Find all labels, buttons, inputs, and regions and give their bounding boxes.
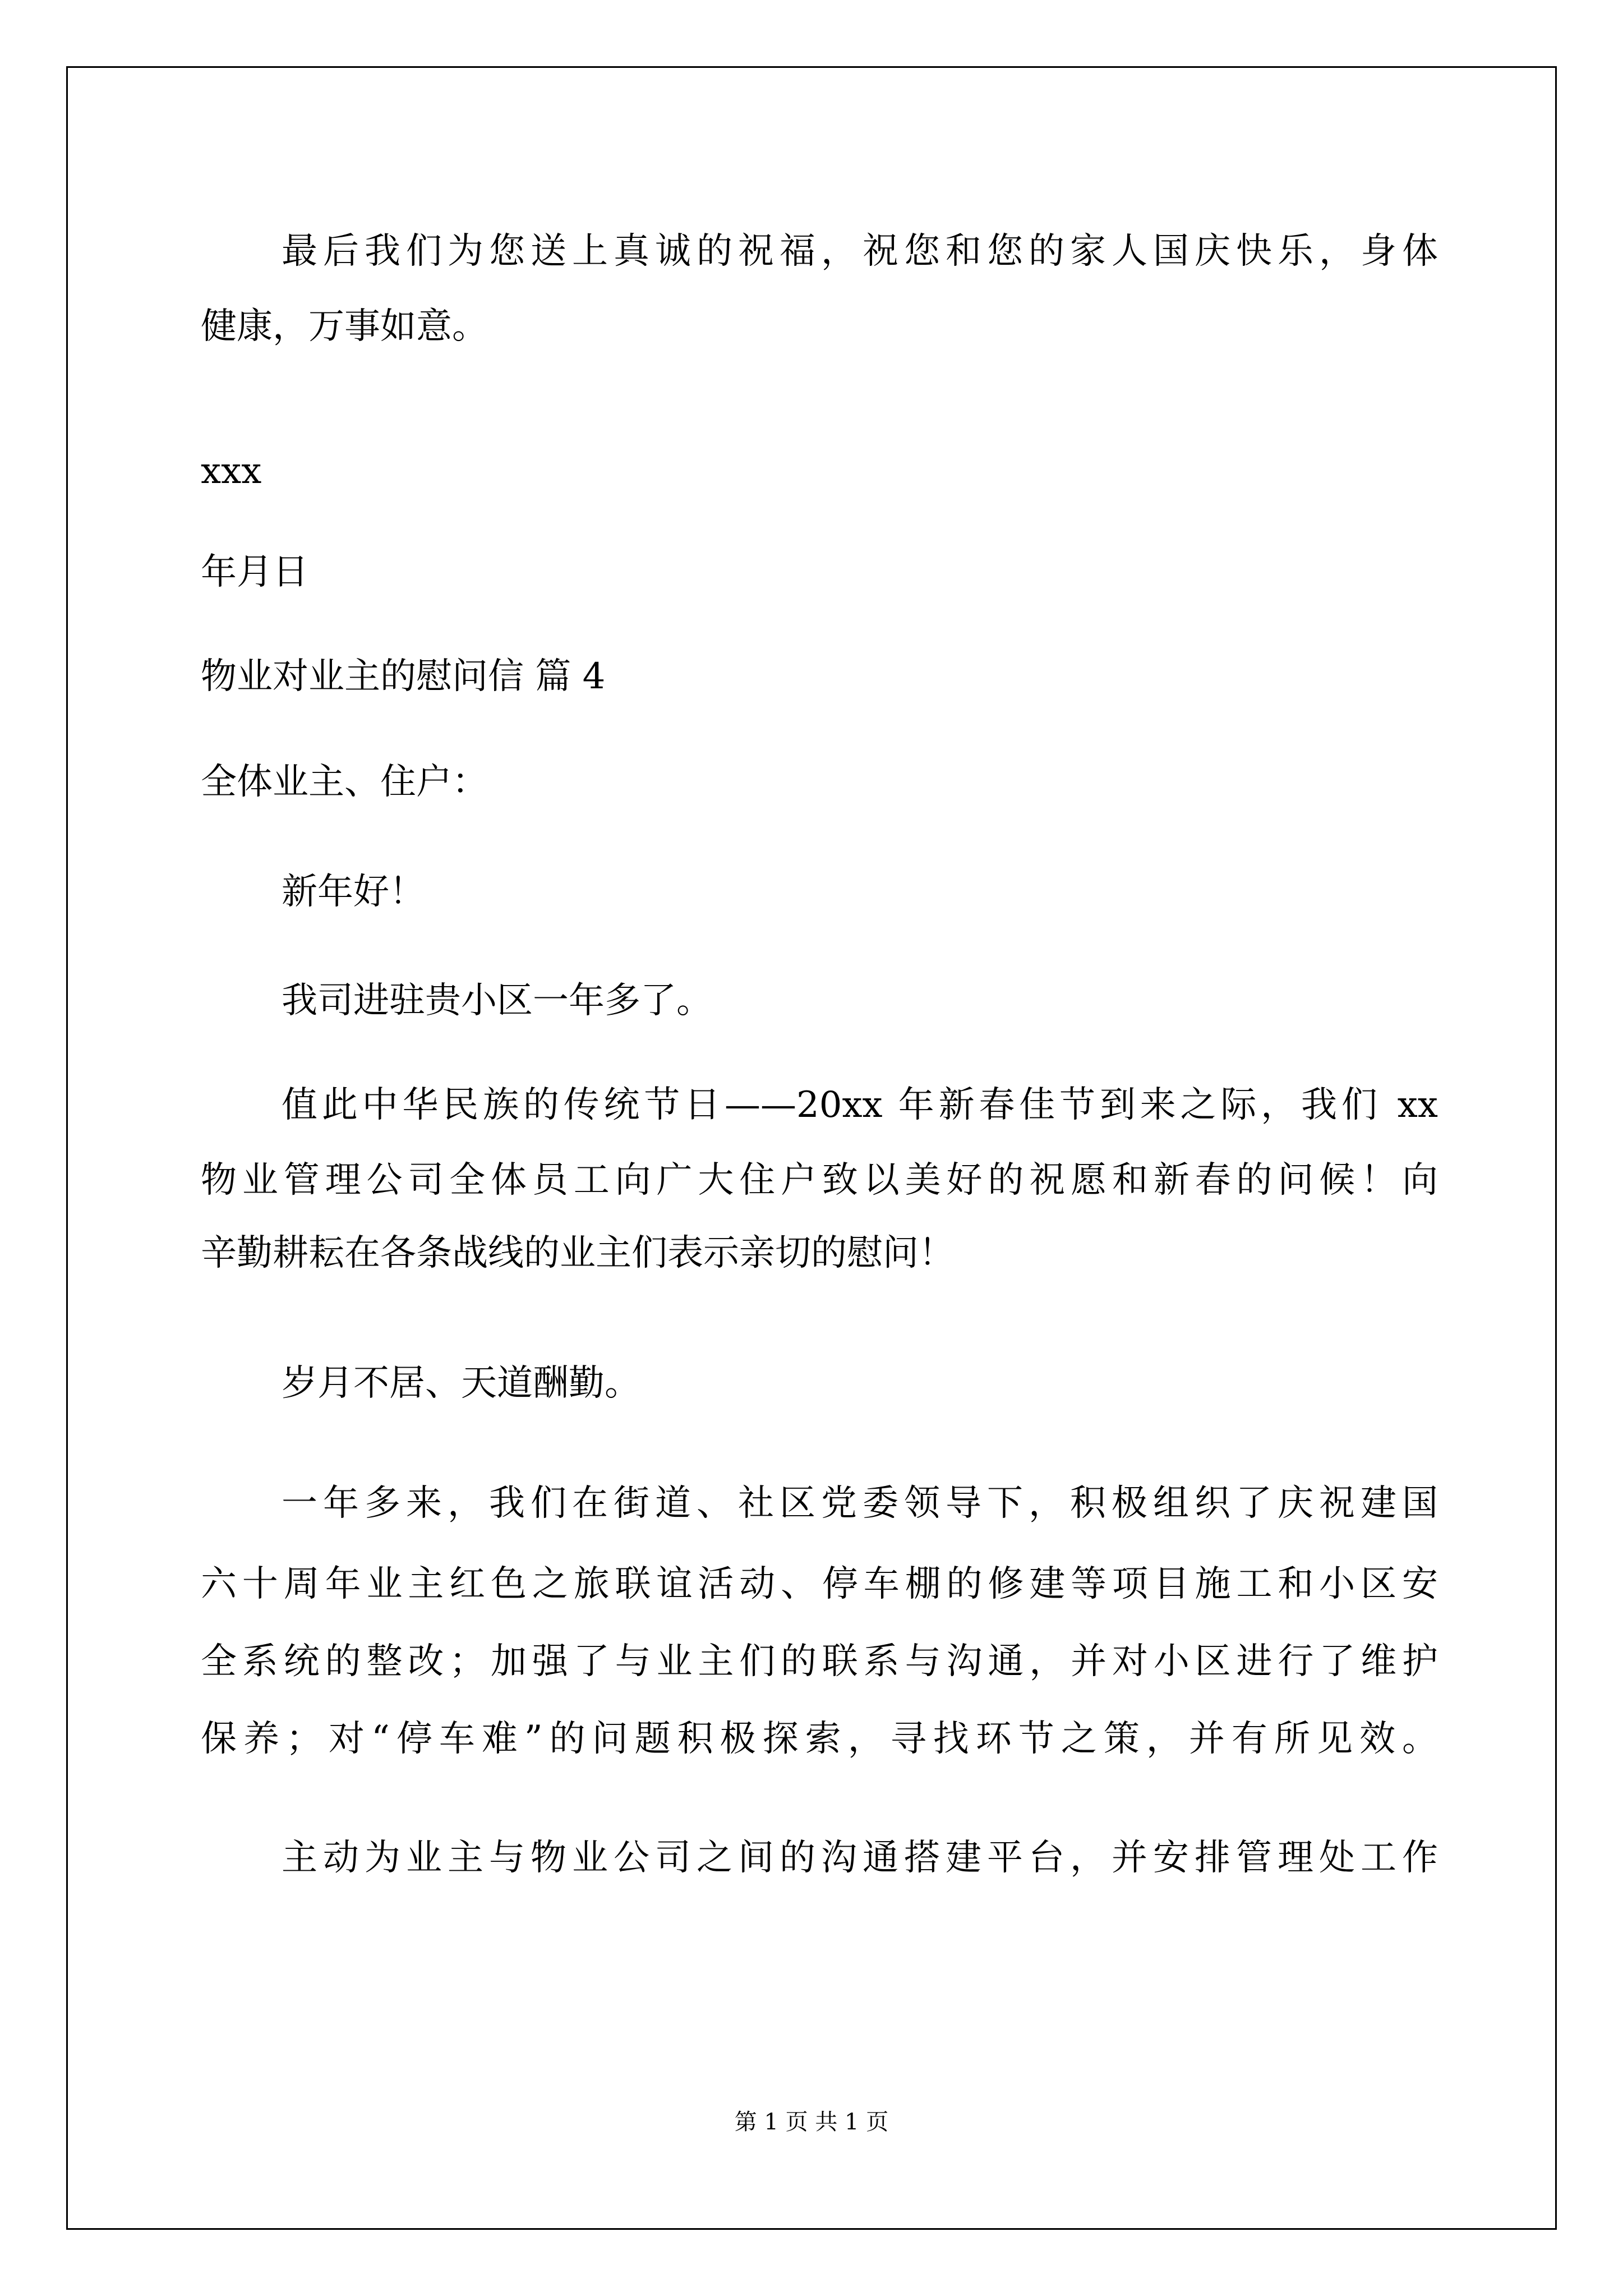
text-line: 一年多来，我们在街道、社区党委领导下，积极组织了庆祝建国 xyxy=(282,1483,1438,1524)
text-line: 六十周年业主红色之旅联谊活动、停车棚的修建等项目施工和小区安 xyxy=(201,1563,1438,1605)
text-line: 保养；对“停车难”的问题积极探索，寻找环节之策，并有所见效。 xyxy=(201,1718,1438,1760)
page-border xyxy=(66,66,1557,2230)
text-line: 健康，万事如意。 xyxy=(201,306,488,347)
text-line: 年月日 xyxy=(201,551,308,593)
text-line: 全系统的整改；加强了与业主们的联系与沟通，并对小区进行了维护 xyxy=(201,1641,1438,1682)
text-line: 新年好！ xyxy=(282,871,425,913)
text-line: xxx xyxy=(201,450,262,492)
section-heading: 物业对业主的慰问信 篇 4 xyxy=(201,656,606,697)
text-line: 辛勤耕耘在各条战线的业主们表示亲切的慰问！ xyxy=(201,1232,955,1274)
text-line: 物业管理公司全体员工向广大住户致以美好的祝愿和新春的问候！向 xyxy=(201,1159,1438,1201)
text-line: 值此中华民族的传统节日——20xx 年新春佳节到来之际，我们 xx xyxy=(282,1084,1438,1126)
page-number: 第 1 页 共 1 页 xyxy=(734,2109,889,2135)
text-line: 我司进驻贵小区一年多了。 xyxy=(282,980,712,1022)
text-line: 最后我们为您送上真诚的祝福，祝您和您的家人国庆快乐，身体 xyxy=(282,231,1438,272)
text-line: 主动为业主与物业公司之间的沟通搭建平台，并安排管理处工作 xyxy=(282,1837,1438,1879)
salutation: 全体业主、住户： xyxy=(201,761,488,803)
text-line: 岁月不居、天道酬勤。 xyxy=(282,1363,640,1404)
